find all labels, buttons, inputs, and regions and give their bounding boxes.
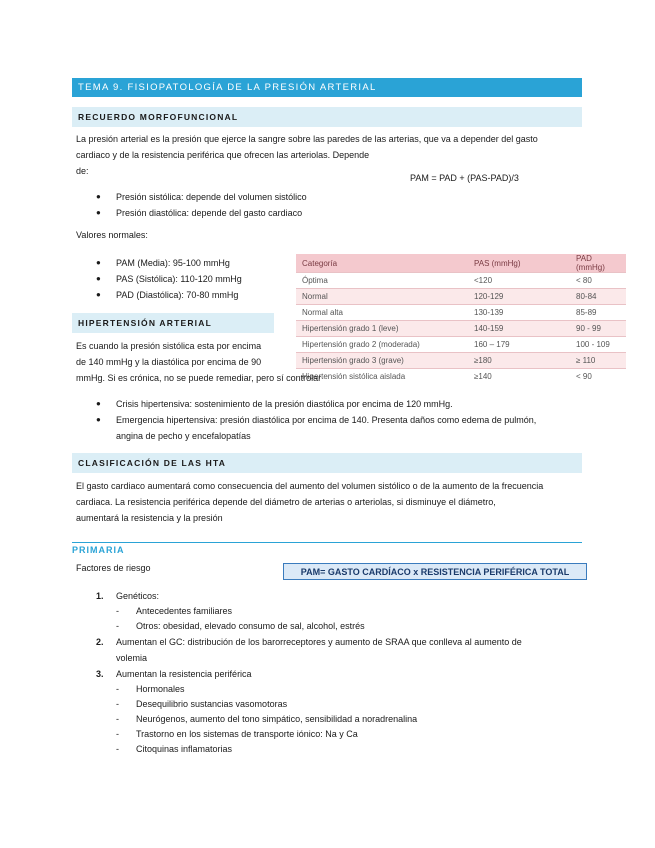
sub-list-item: - Antecedentes familiares [116, 606, 233, 616]
section-heading-hta: HIPERTENSIÓN ARTERIAL [72, 313, 274, 333]
intro-line-1: La presión arterial es la presión que ejerce la sangre sobre las paredes de las arterias, que va a depender del gasto [76, 134, 538, 144]
table-header: PAD (mmHg) [570, 254, 626, 273]
valores-label: Valores normales: [76, 230, 148, 240]
sub-list-item: - Trastorno en los sistemas de transporte iónico: Na y Ca [116, 729, 358, 739]
table-header: PAS (mmHg) [468, 254, 570, 273]
clasificacion-line-1: El gasto cardiaco aumentará como consecuencia del aumento del volumen sistólico o de la aumento de la frecuencia [76, 481, 544, 491]
table-row: Normal alta 130-139 85-89 [296, 305, 626, 321]
hta-line-1: Es cuando la presión sistólica esta por encima [76, 341, 262, 351]
clasificacion-line-3: aumentará la resistencia y la presión [76, 513, 223, 523]
clasificacion-text [76, 478, 596, 526]
table-header: Categoría [296, 254, 468, 273]
bullet-icon: ● [96, 415, 101, 424]
list-item: 2. Aumentan el GC: distribución de los barorreceptores y aumento de SRAA que conlleva al aumento de volemia [96, 637, 522, 663]
list-item: ● PAM (Media): 95-100 mmHg [96, 255, 242, 271]
chapter-title-bar [72, 78, 582, 97]
list-item: ● Emergencia hipertensiva: presión diastólica por encima de 140. Presenta daños como edema de pulmón, angina de pecho y encefalopatías [96, 412, 586, 444]
table-row: Hipertensión grado 2 (moderada) 160 – 179 100 - 109 [296, 337, 626, 353]
hta-line-3: mmHg. Si es crónica, no se puede remediar, pero sí controlar [76, 373, 322, 383]
table-row: Hipertensión grado 3 (grave) ≥180 ≥ 110 [296, 353, 626, 369]
list-item: ● PAD (Diastólica): 70-80 mmHg [96, 287, 242, 303]
table-row: Hipertensión grado 1 (leve) 140-159 90 - 99 [296, 321, 626, 337]
section-heading-recuerdo: RECUERDO MORFOFUNCIONAL [72, 107, 582, 127]
sub-list-item: - Otros: obesidad, elevado consumo de sal, alcohol, estrés [116, 621, 365, 631]
hta-line-2: de 140 mmHg y la diastólica por encima de 90 [76, 357, 262, 367]
valores-list [96, 255, 242, 303]
intro-line-3: de: [76, 166, 89, 176]
intro-line-2: cardiaco y de la resistencia periférica que ofrecen las arteriolas. Depende [76, 150, 370, 160]
chapter-title: TEMA 9. FISIOPATOLOGÍA DE LA PRESIÓN ARTERIAL [78, 82, 377, 93]
sub-list-item: - Hormonales [116, 684, 185, 694]
recuerdo-intro [76, 131, 586, 179]
list-item: 1. Genéticos: [96, 591, 160, 601]
table-header-row [296, 254, 626, 273]
bullet-icon: ● [96, 192, 101, 201]
sub-list-item: - Neurógenos, aumento del tono simpático, sensibilidad a noradrenalina [116, 714, 418, 724]
hta-bullets [96, 396, 586, 444]
section-heading-clasificacion: CLASIFICACIÓN DE LAS HTA [72, 453, 582, 473]
pam-gc-rpt-formula-box: PAM= GASTO CARDÍACO x RESISTENCIA PERIFÉRICA TOTAL [283, 563, 587, 580]
bullet-icon: ● [96, 258, 101, 267]
hta-description [76, 338, 596, 386]
list-item: ● Presión sistólica: depende del volumen sistólico [96, 189, 307, 205]
table-row: Hipertensión sistólica aislada ≥140 < 90 [296, 369, 626, 385]
presion-bullets [96, 189, 307, 221]
bullet-icon: ● [96, 208, 101, 217]
bullet-icon: ● [96, 399, 101, 408]
pam-formula: PAM = PAD + (PAS-PAD)/3 [410, 173, 519, 183]
factores-label: Factores de riesgo [76, 563, 151, 573]
bullet-icon: ● [96, 290, 101, 299]
list-item: 3. Aumentan la resistencia periférica [96, 669, 252, 679]
table-row: Óptima <120 < 80 [296, 273, 626, 289]
list-item: ● Presión diastólica: depende del gasto cardiaco [96, 205, 307, 221]
sub-list-item: - Citoquinas inflamatorias [116, 744, 233, 754]
subsection-heading-primaria: PRIMARIA [72, 542, 582, 555]
list-item: ● Crisis hipertensiva: sostenimiento de la presión diastólica por encima de 120 mmHg. [96, 396, 586, 412]
table-row: Normal 120-129 80-84 [296, 289, 626, 305]
list-item: ● PAS (Sistólica): 110-120 mmHg [96, 271, 242, 287]
sub-list-item: - Desequilibrio sustancias vasomotoras [116, 699, 288, 709]
factores-list [96, 588, 586, 757]
bullet-icon: ● [96, 274, 101, 283]
clasificacion-line-2: cardiaca. La resistencia periférica depende del diámetro de arterias o arteriolas, si disminuye el diámetro, [76, 497, 496, 507]
